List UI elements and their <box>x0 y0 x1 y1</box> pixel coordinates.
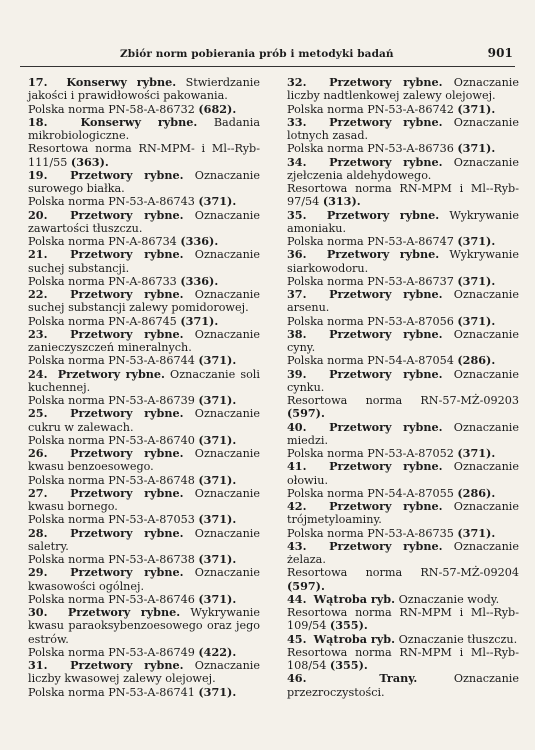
entry-category: Przetwory rybne. <box>70 485 184 500</box>
norm-designation: Polska norma PN-53-A-87056 <box>287 314 454 328</box>
entry-category: Przetwory rybne. <box>70 326 184 341</box>
entry-category: Konserwy rybne. <box>66 75 177 89</box>
entry-description: Oznaczanie zjełczenia aldehydowego. <box>287 155 519 182</box>
entry-number: 35. <box>287 207 307 222</box>
norm-entry <box>28 288 260 328</box>
norm-designation: Polska norma PN-53-A-86746 <box>28 592 195 606</box>
entry-description: Badania mikrobiologiczne. <box>28 115 260 142</box>
entry-number: 42. <box>287 499 307 513</box>
entry-description: Oznaczanie zanieczyszczeń mineralnych. <box>28 327 260 354</box>
entry-number: 31. <box>28 658 48 672</box>
entry-description: Oznaczanie zawartości tłuszczu. <box>28 208 260 235</box>
entry-description: Oznaczanie surowego białka. <box>28 168 260 195</box>
entry-heading <box>287 540 519 567</box>
entry-number: 29. <box>28 565 48 580</box>
entry-category: Przetwory rybne. <box>326 207 440 222</box>
entry-category: Przetwory rybne. <box>70 287 184 301</box>
norm-entry <box>287 76 519 116</box>
norm-designation: Resortowa norma RN-57-MŻ-09203 <box>287 394 519 407</box>
norm-reference <box>287 527 519 540</box>
entry-category: Przetwory rybne. <box>329 366 443 381</box>
entry-description: Wykrywanie siarkowodoru. <box>287 248 519 275</box>
entry-number: 33. <box>287 114 307 129</box>
entry-category: Przetwory rybne. <box>70 247 184 262</box>
norm-reference <box>287 447 519 460</box>
entry-heading <box>287 328 519 355</box>
entry-heading <box>28 248 260 275</box>
norm-entry <box>28 487 260 527</box>
norm-entry <box>28 209 260 249</box>
entry-category: Przetwory rybne. <box>70 207 184 222</box>
entry-number: 28. <box>28 525 48 540</box>
norm-entry <box>287 500 519 540</box>
norm-reference <box>287 103 519 116</box>
norm-entry <box>287 540 519 593</box>
publication-code: (371). <box>198 591 237 606</box>
entry-number: 20. <box>28 207 48 222</box>
norm-reference <box>28 646 260 659</box>
publication-code: (363). <box>70 154 109 169</box>
norm-designation: Polska norma PN-53-A-87052 <box>287 447 454 460</box>
entry-heading <box>287 500 519 527</box>
publication-code: (371). <box>198 353 237 368</box>
entry-heading <box>287 156 519 183</box>
norm-reference <box>28 275 260 288</box>
norm-entry <box>28 368 260 408</box>
norm-entry <box>287 593 519 633</box>
norm-entry <box>287 156 519 209</box>
entry-description: Oznaczanie cynku. <box>287 367 519 394</box>
entry-category: Przetwory rybne. <box>326 247 440 262</box>
norm-entry <box>287 116 519 156</box>
norm-reference <box>287 275 519 288</box>
publication-code: (336). <box>180 273 219 288</box>
entry-heading <box>287 368 519 395</box>
publication-code: (371). <box>457 101 496 116</box>
entry-heading <box>28 288 260 315</box>
norm-entry <box>287 672 519 699</box>
entry-description: Oznaczanie żelaza. <box>287 539 519 566</box>
norm-designation: Polska norma PN-54-A-87054 <box>287 354 454 368</box>
norm-reference <box>28 195 260 208</box>
norm-entry <box>287 248 519 288</box>
entry-heading <box>287 633 519 646</box>
norm-designation: Polska norma PN-54-A-87055 <box>287 486 454 500</box>
norm-designation: Polska norma PN-53-A-86740 <box>28 433 195 447</box>
entry-number: 36. <box>287 247 307 262</box>
entry-description: Oznaczanie tłuszczu. <box>398 632 518 646</box>
norm-entry <box>28 566 260 606</box>
entry-description: Oznaczanie kwasu benzoesowego. <box>28 447 260 474</box>
entry-category: Przetwory rybne. <box>70 565 184 580</box>
norm-designation: Polska norma PN-53-A-86744 <box>28 354 195 368</box>
norm-reference <box>28 142 260 169</box>
norm-designation: Resortowa norma RN-MPM i Ml--Ryb-97/54 <box>287 182 519 209</box>
norm-reference <box>28 553 260 566</box>
norm-designation: Resortowa norma RN-MPM i Ml--Ryb-109/54 <box>287 606 519 633</box>
norm-entry <box>287 288 519 328</box>
entry-number: 34. <box>287 154 307 169</box>
norm-reference <box>287 394 519 421</box>
entry-category: Przetwory rybne. <box>329 326 443 341</box>
entry-number: 44. <box>287 591 307 606</box>
entry-category: Przetwory rybne. <box>57 366 165 381</box>
norm-entry <box>28 76 260 116</box>
norm-designation: Polska norma PN-A-86745 <box>28 314 177 328</box>
norm-designation: Polska norma PN-53-A-86741 <box>28 685 195 699</box>
entry-description: Oznaczanie kwasowości ogólnej. <box>28 566 260 593</box>
norm-designation: Polska norma PN-53-A-86743 <box>28 195 195 209</box>
norm-entry <box>287 633 519 673</box>
entry-description: Oznaczanie ołowiu. <box>287 460 519 487</box>
norm-reference <box>287 235 519 248</box>
norm-designation: Resortowa norma RN-57-MŻ-09204 <box>287 566 519 580</box>
publication-code: (355). <box>329 618 368 633</box>
entry-category: Przetwory rybne. <box>329 287 443 301</box>
entry-description: Oznaczanie soli kuchennej. <box>28 367 260 394</box>
publication-code: (371). <box>457 446 496 460</box>
norm-designation: Polska norma PN-53-A-86735 <box>287 526 454 540</box>
publication-code: (371). <box>457 313 496 328</box>
entry-category: Przetwory rybne. <box>329 459 443 474</box>
norm-designation: Polska norma PN-53-A-86742 <box>287 102 454 116</box>
entry-category: Przetwory rybne. <box>70 525 184 540</box>
publication-code: (371). <box>457 273 496 288</box>
entry-heading <box>28 527 260 554</box>
norm-entry <box>28 169 260 209</box>
norm-reference <box>287 646 519 673</box>
norm-reference <box>287 566 519 593</box>
entry-number: 43. <box>287 538 307 553</box>
norm-designation: Resortowa norma RN-MPM- i Ml--Ryb-111/55 <box>28 142 260 169</box>
entry-category: Przetwory rybne. <box>70 446 184 460</box>
publication-code: (336). <box>180 234 219 248</box>
publication-code: (371). <box>198 552 237 566</box>
entry-category: Przetwory rybne. <box>329 499 443 513</box>
publication-code: (371). <box>457 234 496 248</box>
entry-heading <box>287 76 519 103</box>
publication-code: (371). <box>457 141 496 156</box>
publication-code: (371). <box>198 684 237 699</box>
entry-description: Wykrywanie amoniaku. <box>287 208 519 235</box>
entry-heading <box>287 288 519 315</box>
publication-code: (286). <box>457 485 496 500</box>
norm-designation: Polska norma PN-53-A-86738 <box>28 553 195 566</box>
entry-number: 21. <box>28 247 48 262</box>
norm-reference <box>287 606 519 633</box>
running-title: Zbiór norm pobierania prób i metodyki badań <box>120 48 394 60</box>
norm-entry <box>28 328 260 368</box>
norm-reference <box>28 474 260 487</box>
norm-designation: Polska norma PN-53-A-86739 <box>28 394 195 407</box>
norm-designation: Polska norma PN-58-A-86732 <box>28 102 195 116</box>
publication-code: (682). <box>198 101 237 116</box>
entry-description: Oznaczanie cukru w zalewach. <box>28 407 260 434</box>
entry-heading <box>28 209 260 236</box>
entry-heading <box>28 169 260 196</box>
entry-category: Przetwory rybne. <box>329 114 443 129</box>
publication-code: (371). <box>198 472 237 487</box>
entry-heading <box>287 421 519 448</box>
entry-number: 18. <box>28 114 48 129</box>
entry-number: 27. <box>28 485 48 500</box>
norm-reference <box>28 593 260 606</box>
entry-description: Oznaczanie trójmetyloaminy. <box>287 500 519 527</box>
norm-entry <box>28 116 260 169</box>
entry-heading <box>287 460 519 487</box>
entry-description: Stwierdzanie jakości i prawidłowości pakowania. <box>28 76 260 103</box>
norm-reference <box>287 142 519 155</box>
entry-heading <box>28 659 260 686</box>
entry-heading <box>28 368 260 395</box>
entry-number: 17. <box>28 75 48 89</box>
norm-reference <box>28 394 260 407</box>
publication-code: (371). <box>198 393 237 407</box>
norm-reference <box>287 354 519 367</box>
entry-description: Oznaczanie arsenu. <box>287 288 519 315</box>
norm-entry <box>287 209 519 249</box>
publication-code: (597). <box>287 578 325 593</box>
norm-reference <box>28 235 260 248</box>
right-column <box>287 76 519 699</box>
entry-number: 37. <box>287 287 307 301</box>
norm-entry <box>28 407 260 447</box>
entry-heading <box>287 248 519 275</box>
publication-code: (371). <box>198 512 237 527</box>
entry-category: Przetwory rybne. <box>329 419 443 434</box>
publication-code: (371). <box>198 432 237 447</box>
publication-code: (422). <box>198 644 237 659</box>
norm-designation: Polska norma PN-53-A-86736 <box>287 142 454 156</box>
entry-heading <box>287 593 519 606</box>
entry-description: Oznaczanie suchej substancji zalewy pomidorowej. <box>28 288 260 315</box>
entry-description: Oznaczanie kwasu bornego. <box>28 486 260 513</box>
entry-description: Oznaczanie liczby nadtlenkowej zalewy olejowej. <box>287 76 519 103</box>
norm-reference <box>287 487 519 500</box>
norm-designation: Polska norma PN-A-86734 <box>28 235 177 248</box>
entry-category: Przetwory rybne. <box>70 658 184 672</box>
entry-number: 19. <box>28 167 48 182</box>
entry-category: Wątroba ryb. <box>313 631 396 646</box>
norm-designation: Polska norma PN-53-A-86749 <box>28 645 195 659</box>
entry-description: Wykrywanie kwasu paraoksybenzoesowego oraz jego estrów. <box>28 606 260 646</box>
entry-heading <box>28 487 260 514</box>
publication-code: (597). <box>287 406 325 421</box>
norm-designation: Polska norma PN-53-A-86737 <box>287 274 454 288</box>
norm-reference <box>28 513 260 526</box>
entry-heading <box>28 76 260 103</box>
entry-category: Przetwory rybne. <box>329 154 443 169</box>
entry-description: Oznaczanie przezroczystości. <box>287 672 519 699</box>
norm-entry <box>28 606 260 659</box>
entry-category: Przetwory rybne. <box>329 538 443 553</box>
entry-category: Przetwory rybne. <box>70 406 184 421</box>
left-column <box>28 76 260 699</box>
entry-description: Oznaczanie cyny. <box>287 327 519 354</box>
norm-entry <box>287 460 519 500</box>
entry-category: Przetwory rybne. <box>67 605 181 619</box>
norm-entry <box>287 328 519 368</box>
entry-number: 23. <box>28 326 48 341</box>
entry-description: Oznaczanie lotnych zasad. <box>287 115 519 142</box>
norm-reference <box>28 354 260 367</box>
entry-number: 22. <box>28 287 48 301</box>
norm-entry <box>28 248 260 288</box>
norm-designation: Polska norma PN-A-86733 <box>28 274 177 288</box>
entry-heading <box>287 672 519 699</box>
norm-reference <box>287 182 519 209</box>
publication-code: (371). <box>180 313 219 328</box>
norm-designation: Polska norma PN-53-A-86748 <box>28 473 195 487</box>
entry-heading <box>28 407 260 434</box>
norm-entry <box>28 527 260 567</box>
norm-reference <box>28 315 260 328</box>
entry-number: 25. <box>28 406 48 421</box>
norm-designation: Polska norma PN-53-A-86747 <box>287 235 454 248</box>
entry-heading <box>28 606 260 646</box>
entry-heading <box>28 566 260 593</box>
entry-category: Przetwory rybne. <box>70 167 184 182</box>
entry-description: Oznaczanie liczby kwasowej zalewy olejowej. <box>28 659 260 686</box>
entry-number: 32. <box>287 75 307 89</box>
entry-number: 40. <box>287 419 307 434</box>
entry-category: Wątroba ryb. <box>313 591 396 606</box>
entry-number: 26. <box>28 446 48 460</box>
entry-heading <box>287 209 519 236</box>
entry-number: 45. <box>287 631 307 646</box>
norm-reference <box>28 434 260 447</box>
publication-code: (355). <box>329 658 368 672</box>
entry-number: 46. <box>287 671 307 686</box>
norm-entry <box>287 421 519 461</box>
entry-description: Oznaczanie suchej substancji. <box>28 248 260 275</box>
norm-entry <box>287 368 519 421</box>
entry-category: Trany. <box>379 671 418 686</box>
entry-number: 39. <box>287 366 307 381</box>
publication-code: (286). <box>457 353 496 368</box>
norm-reference <box>287 315 519 328</box>
entry-number: 30. <box>28 605 48 619</box>
norm-entry <box>28 447 260 487</box>
entry-description: Oznaczanie wody. <box>398 592 500 606</box>
entry-number: 41. <box>287 459 307 474</box>
page-header <box>20 46 515 67</box>
norm-reference <box>28 103 260 116</box>
norm-designation: Polska norma PN-53-A-87053 <box>28 513 195 527</box>
entry-number: 24. <box>28 366 48 381</box>
entry-description: Oznaczanie miedzi. <box>287 420 519 447</box>
publication-code: (313). <box>322 194 361 209</box>
entry-heading <box>28 447 260 474</box>
entry-heading <box>287 116 519 143</box>
page-number: 901 <box>487 46 513 60</box>
entry-heading <box>28 328 260 355</box>
entry-number: 38. <box>287 326 307 341</box>
entry-category: Konserwy rybne. <box>80 114 198 129</box>
norm-designation: Resortowa norma RN-MPM i Ml--Ryb-108/54 <box>287 645 519 672</box>
entry-heading <box>28 116 260 143</box>
entry-category: Przetwory rybne. <box>329 75 443 89</box>
norm-reference <box>28 686 260 699</box>
entry-description: Oznaczanie saletry. <box>28 526 260 553</box>
norm-entry <box>28 659 260 699</box>
publication-code: (371). <box>198 194 237 209</box>
publication-code: (371). <box>457 525 496 540</box>
